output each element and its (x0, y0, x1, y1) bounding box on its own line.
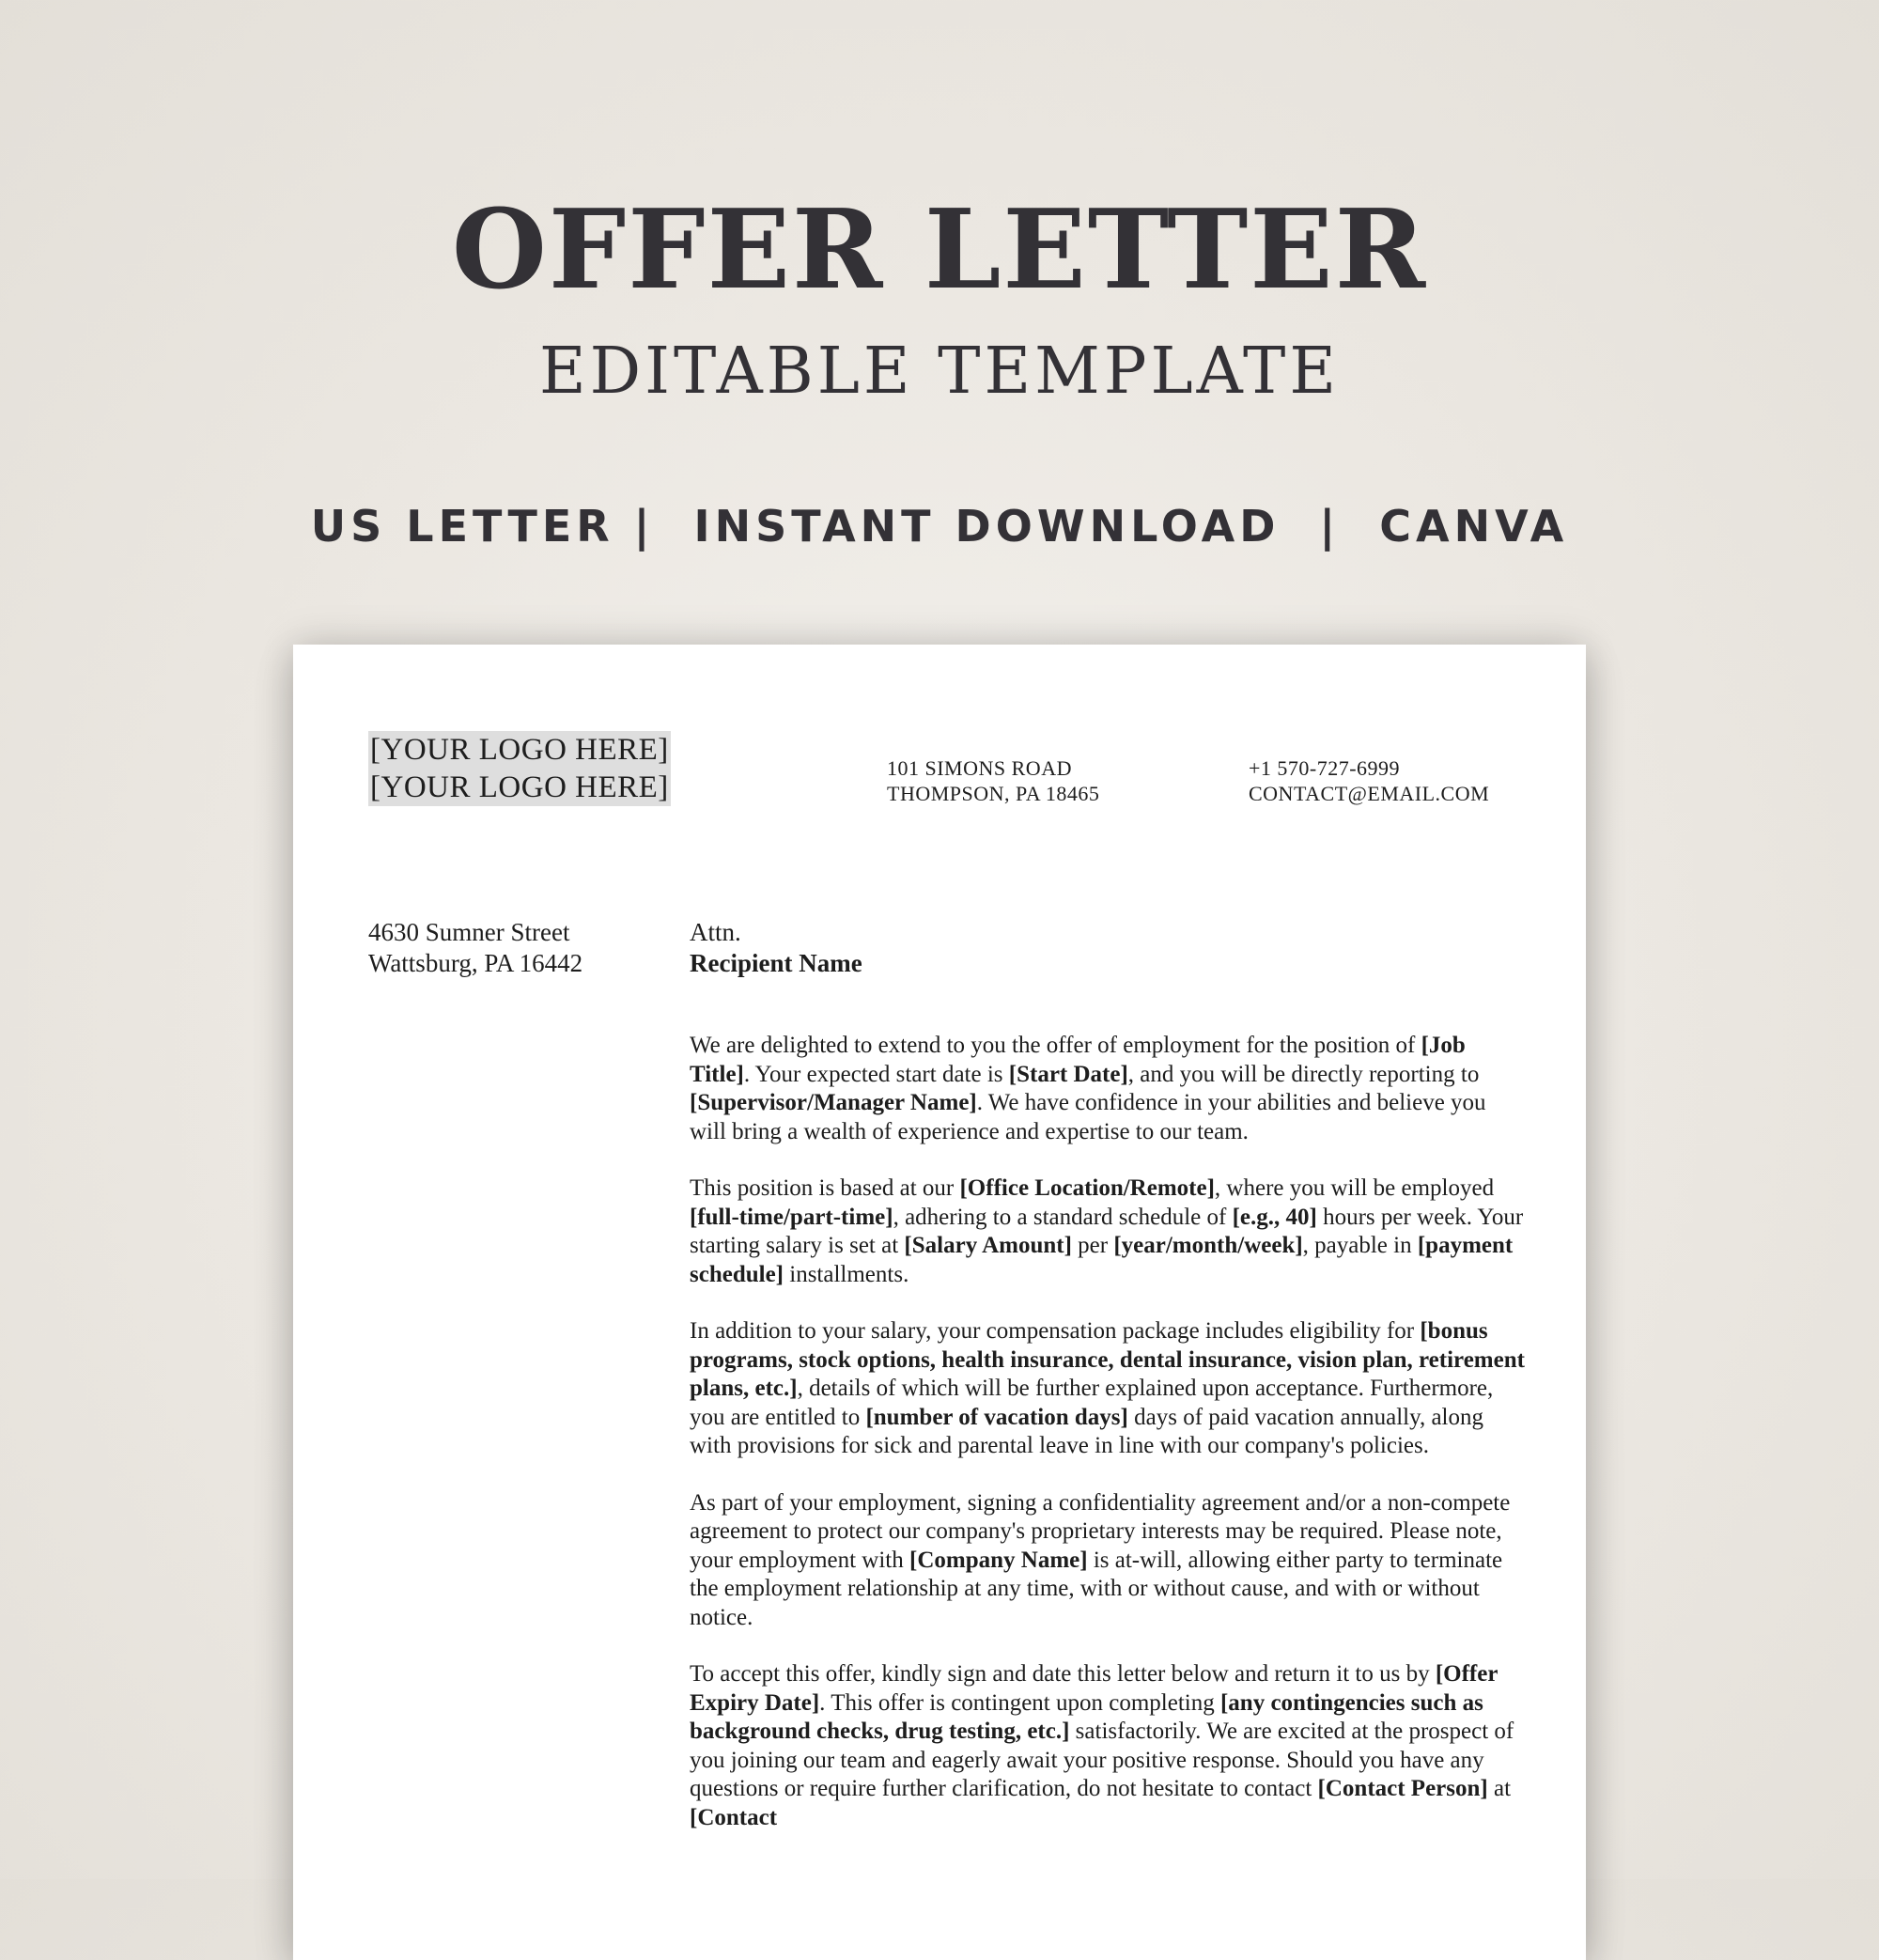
paragraph-text: installments. (784, 1261, 909, 1287)
attention-block (690, 917, 862, 979)
hero-title: OFFER LETTER (451, 186, 1428, 314)
sender-email: CONTACT@EMAIL.COM (1249, 782, 1490, 805)
placeholder-field: [Job Title] (690, 1033, 1466, 1087)
paragraph-text: at (1487, 1776, 1512, 1801)
sender-city: THOMPSON, PA 18465 (887, 782, 1100, 805)
placeholder-field: [Start Date] (1008, 1061, 1128, 1087)
placeholder-field: [full-time/part-time] (690, 1204, 893, 1230)
paragraph-text: days of paid vacation annually, along with provisions for sick and parental leave in line with our company's policies. (690, 1404, 1483, 1458)
attn-label: Attn. (690, 918, 741, 946)
letter-paragraph (690, 1660, 1526, 1832)
placeholder-field: [bonus programs, stock options, health insurance, dental insurance, vision plan, retirement plans, etc.] (690, 1318, 1525, 1401)
paragraph-text: , payable in (1302, 1233, 1418, 1258)
paragraph-text: , where you will be employed (1214, 1175, 1495, 1201)
placeholder-field: [Offer Expiry Date] (690, 1661, 1498, 1716)
letter-body (690, 1032, 1526, 1860)
hero-features: US LETTER | INSTANT DOWNLOAD | CANVA (310, 501, 1569, 552)
recipient-city: Wattsburg, PA 16442 (368, 949, 583, 977)
sender-address (887, 755, 1099, 806)
paragraph-text: , and you will be directly reporting to (1127, 1061, 1480, 1087)
letter-paragraph (690, 1489, 1526, 1633)
placeholder-field: [number of vacation days] (865, 1404, 1128, 1430)
recipient-street: 4630 Sumner Street (368, 918, 570, 946)
paragraph-text: . We have confidence in your abilities and believe you will bring a wealth of experience and expertise to our team. (690, 1090, 1486, 1144)
paragraph-text: , details of which will be further explained upon acceptance. Furthermore, you are entitled to (690, 1376, 1494, 1430)
placeholder-field: [Salary Amount] (904, 1233, 1072, 1258)
logo-placeholder (368, 731, 671, 806)
placeholder-field: [year/month/week] (1113, 1233, 1303, 1258)
paragraph-text: This position is based at our (690, 1175, 960, 1201)
placeholder-field: [e.g., 40] (1232, 1204, 1317, 1230)
recipient-name: Recipient Name (690, 949, 862, 977)
placeholder-field: [Contact Person] (1317, 1776, 1488, 1801)
paragraph-text: is at-will, allowing either party to terminate the employment relationship at any time, with or without cause, and with or without notice. (690, 1547, 1503, 1630)
logo-line-2: [YOUR LOGO HERE] (370, 770, 669, 804)
placeholder-field: [Company Name] (909, 1547, 1088, 1573)
logo-line-1: [YOUR LOGO HERE] (370, 733, 669, 767)
paragraph-text: . This offer is contingent upon completing (819, 1689, 1220, 1716)
paragraph-text: To accept this offer, kindly sign and date this letter below and return it to us by (690, 1661, 1436, 1687)
placeholder-field: [Contact (690, 1804, 778, 1830)
paragraph-text: hours per week. Your starting salary is set at (690, 1204, 1524, 1258)
letter-page (293, 645, 1586, 1960)
paragraph-text: satisfactorily. We are excited at the prospect of you joining our team and eagerly await your positive response. Should you have any questions or require further clarification, do not hesitate to contact (690, 1719, 1514, 1801)
hero-subtitle: EDITABLE TEMPLATE (538, 334, 1341, 409)
placeholder-field: [Office Location/Remote] (959, 1175, 1215, 1201)
letter-paragraph (690, 1032, 1526, 1146)
letter-paragraph (690, 1317, 1526, 1461)
sender-phone: +1 570-727-6999 (1249, 756, 1401, 780)
placeholder-field: [any contingencies such as background checks, drug testing, etc.] (690, 1689, 1483, 1744)
placeholder-field: [Supervisor/Manager Name] (690, 1090, 977, 1115)
paragraph-text: In addition to your salary, your compensation package includes eligibility for (690, 1318, 1421, 1344)
sender-contact (1249, 755, 1489, 806)
paragraph-text: per (1071, 1233, 1114, 1258)
paragraph-text: , adhering to a standard schedule of (893, 1204, 1233, 1230)
sender-street: 101 SIMONS ROAD (887, 756, 1072, 780)
letter-paragraph (690, 1174, 1526, 1289)
placeholder-field: [payment schedule] (690, 1233, 1514, 1287)
paragraph-text: . Your expected start date is (743, 1061, 1009, 1087)
paragraph-text: We are delighted to extend to you the offer of employment for the position of (690, 1033, 1421, 1058)
recipient-address (368, 917, 582, 979)
paragraph-text: As part of your employment, signing a confidentiality agreement and/or a non-compete agreement to protect our company's proprietary interests may be required. Please note, your employment with (690, 1489, 1511, 1573)
